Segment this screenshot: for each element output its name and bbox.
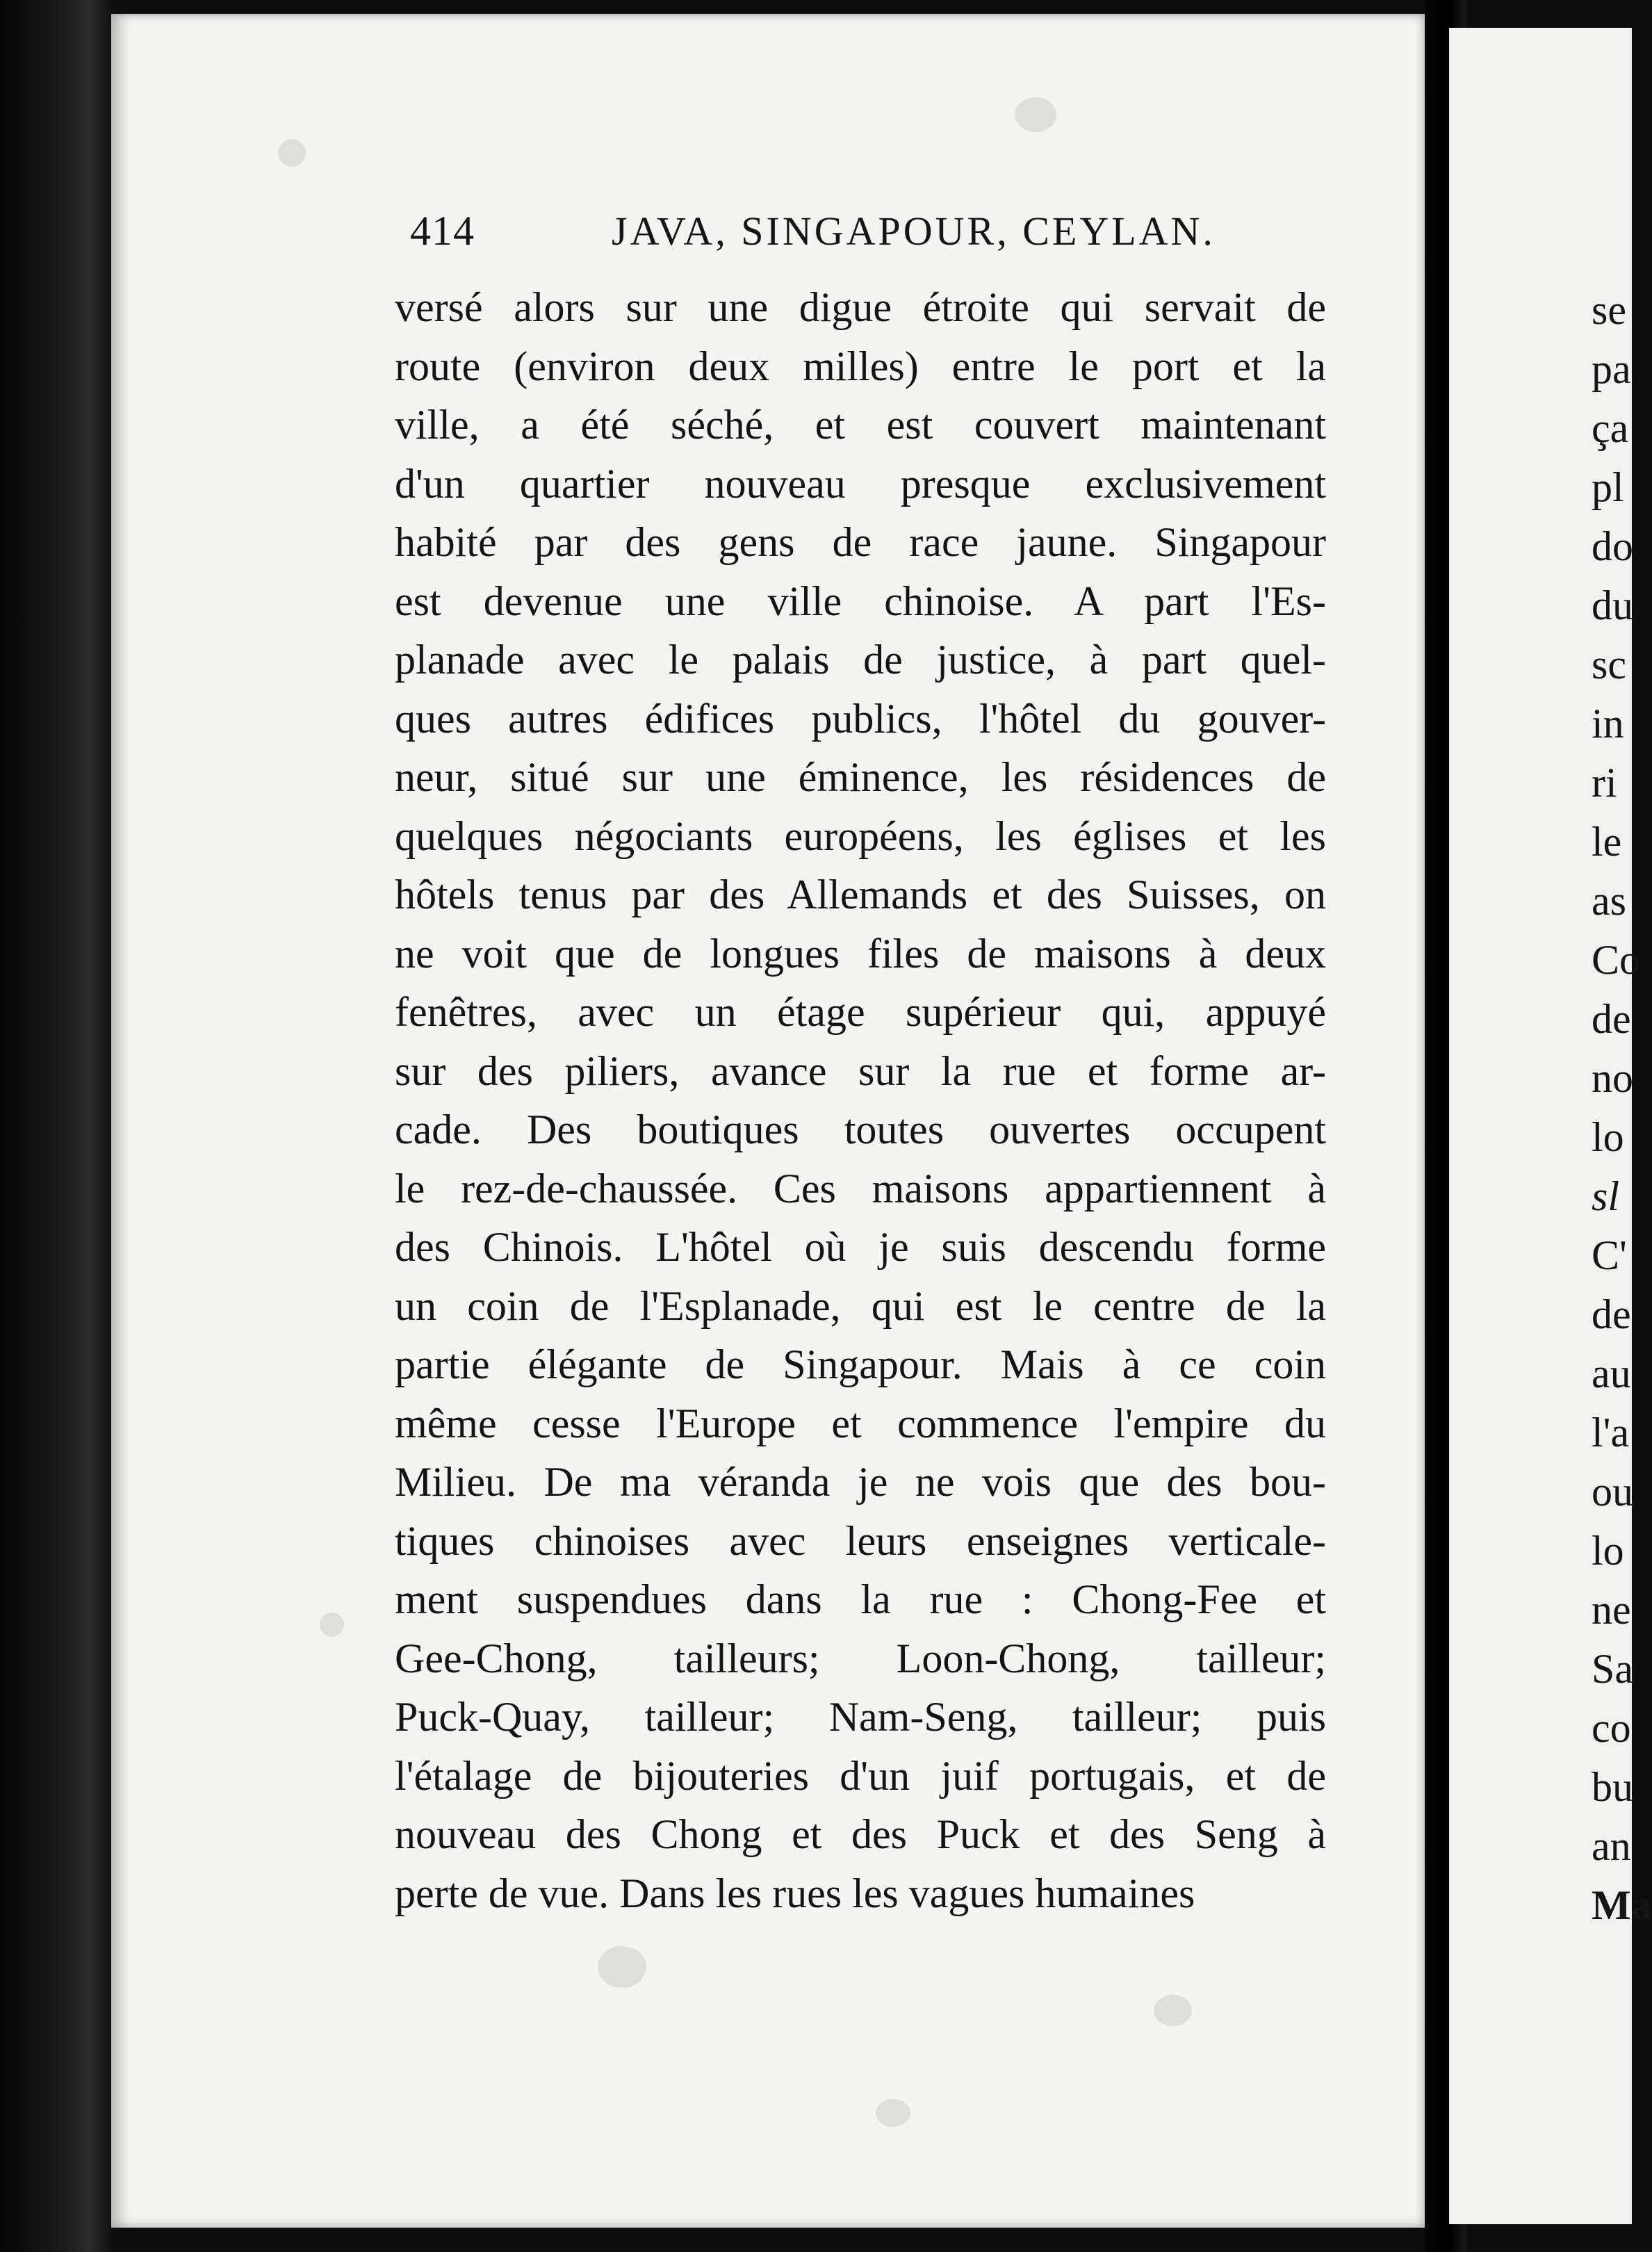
facing-page-fragment: du bbox=[1592, 582, 1633, 628]
facing-page-fragment: Sa bbox=[1592, 1646, 1633, 1692]
text-line: un coin de l'Esplanade, qui est le centre de la bbox=[395, 1282, 1326, 1329]
facing-page-fragment: ou bbox=[1592, 1469, 1633, 1515]
text-line: cade. Des boutiques toutes ouvertes occupent bbox=[395, 1107, 1326, 1152]
text-line: planade avec le palais de justice, à part quel- bbox=[395, 637, 1326, 683]
text-line: des Chinois. L'hôtel où je suis descendu forme bbox=[395, 1224, 1326, 1270]
facing-page-fragment: ça bbox=[1592, 405, 1629, 451]
paper-speck bbox=[320, 1613, 344, 1637]
facing-page-fragment: l'a bbox=[1592, 1410, 1630, 1455]
facing-page-fragment: sc bbox=[1592, 642, 1626, 687]
text-line: ment suspendues dans la rue : Chong-Fee et bbox=[395, 1576, 1326, 1622]
text-line: tiques chinoises avec leurs enseignes verticale- bbox=[395, 1517, 1326, 1564]
facing-page-fragment: co bbox=[1592, 1705, 1631, 1751]
facing-page-fragment: do bbox=[1592, 523, 1633, 569]
text-line: habité par des gens de race jaune. Singapour bbox=[395, 519, 1326, 565]
text-line: sur des piliers, avance sur la rue et forme ar- bbox=[395, 1047, 1326, 1094]
paper-speck bbox=[1154, 1995, 1192, 2026]
running-title: JAVA, SINGAPOUR, CEYLAN. bbox=[612, 209, 1216, 254]
text-line: route (environ deux milles) entre le port et la bbox=[395, 343, 1326, 389]
facing-page-fragment: Ma bbox=[1592, 1882, 1652, 1928]
facing-page-fragment: pa bbox=[1592, 346, 1631, 392]
book-left-edge bbox=[0, 0, 111, 2252]
facing-page-fragment: de bbox=[1592, 1291, 1631, 1337]
text-line: Puck-Quay, tailleur; Nam-Seng, tailleur; puis bbox=[395, 1694, 1326, 1740]
text-line: le rez-de-chaussée. Ces maisons appartiennent à bbox=[395, 1165, 1326, 1211]
facing-page-fragment: no bbox=[1592, 1055, 1633, 1101]
page-number: 414 bbox=[410, 208, 475, 254]
text-line: ques autres édifices publics, l'hôtel du gouver- bbox=[395, 695, 1326, 742]
facing-page-fragment: an bbox=[1592, 1823, 1631, 1869]
facing-page-fragment: C' bbox=[1592, 1232, 1627, 1278]
text-line: fenêtres, avec un étage supérieur qui, appuyé bbox=[395, 989, 1326, 1035]
facing-page-fragment: ri bbox=[1592, 760, 1617, 806]
facing-page-fragment: in bbox=[1592, 701, 1624, 746]
paper-speck bbox=[278, 139, 306, 167]
text-line: partie élégante de Singapour. Mais à ce coin bbox=[395, 1341, 1326, 1387]
text-line: perte de vue. Dans les rues les vagues humaines bbox=[395, 1870, 1195, 1916]
facing-page-fragment: de bbox=[1592, 996, 1631, 1042]
text-line: hôtels tenus par des Allemands et des Suisses, on bbox=[395, 872, 1326, 917]
facing-page-fragment: as bbox=[1592, 878, 1626, 924]
facing-page-fragment: lo bbox=[1592, 1114, 1624, 1160]
facing-page-fragment: le bbox=[1592, 819, 1622, 865]
text-line: quelques négociants européens, les églises et les bbox=[395, 813, 1326, 859]
body-text bbox=[395, 278, 1326, 1923]
text-line: Milieu. De ma véranda je ne vois que des bou- bbox=[395, 1459, 1326, 1505]
text-line: Gee-Chong, tailleurs; Loon-Chong, tailleur; bbox=[395, 1635, 1326, 1681]
paper-speck bbox=[1015, 97, 1056, 132]
facing-page-fragment: Co bbox=[1592, 937, 1641, 983]
running-head bbox=[410, 207, 1216, 263]
facing-page-fragment: au bbox=[1592, 1351, 1631, 1396]
facing-page-fragment: bu bbox=[1592, 1764, 1633, 1810]
facing-page-fragment: ne bbox=[1592, 1587, 1631, 1633]
facing-page-fragment: pl bbox=[1592, 464, 1624, 510]
paper-speck bbox=[876, 2099, 910, 2127]
facing-page-fragment: sl bbox=[1592, 1173, 1620, 1219]
paper-speck bbox=[598, 1946, 646, 1988]
text-line: versé alors sur une digue étroite qui servait de bbox=[395, 284, 1326, 330]
facing-page-fragment: se bbox=[1592, 287, 1626, 333]
text-line: l'étalage de bijouteries d'un juif portugais, et de bbox=[395, 1752, 1326, 1799]
text-line: ne voit que de longues files de maisons à deux bbox=[395, 930, 1326, 977]
text-line: neur, situé sur une éminence, les résidences de bbox=[395, 754, 1326, 800]
text-line: nouveau des Chong et des Puck et des Seng à bbox=[395, 1811, 1326, 1857]
text-line: même cesse l'Europe et commence l'empire du bbox=[395, 1400, 1326, 1446]
facing-page-fragment: lo bbox=[1592, 1528, 1624, 1574]
text-line: d'un quartier nouveau presque exclusivement bbox=[395, 460, 1326, 507]
text-line: ville, a été séché, et est couvert maintenant bbox=[395, 402, 1326, 448]
text-line: est devenue une ville chinoise. A part l'Es- bbox=[395, 578, 1326, 624]
